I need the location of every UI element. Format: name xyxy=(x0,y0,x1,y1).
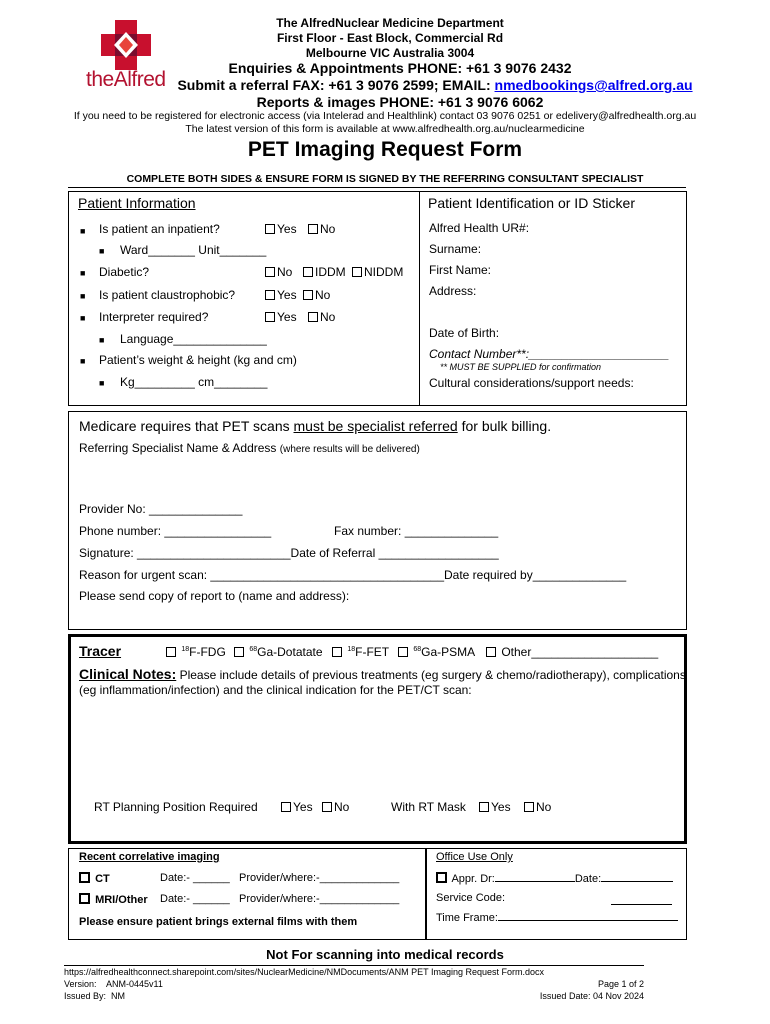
checkbox-icon[interactable] xyxy=(234,647,244,657)
registration-note: If you need to be registered for electronic access (via Intelerad and Healthlink) contact 03 9076 0251 or edelivery@alfredhealth.org.au xyxy=(73,110,697,122)
checkbox-icon[interactable] xyxy=(436,872,447,883)
subtitle-rule xyxy=(68,187,686,188)
checkbox-icon[interactable] xyxy=(303,290,313,300)
not-for-scanning: Not For scanning into medical records xyxy=(266,947,504,962)
tracer-psma-option[interactable]: $^{68}$Ga-PSMA xyxy=(398,645,475,659)
tracer-other-option[interactable]: Other___________________ xyxy=(486,645,658,659)
time-frame-field[interactable]: Time Frame: xyxy=(436,912,678,924)
mri-provider-field[interactable]: Provider/where:-_____________ xyxy=(239,893,400,905)
ct-option[interactable]: CT xyxy=(79,872,110,885)
checkbox-icon[interactable] xyxy=(352,267,362,277)
checkbox-icon[interactable] xyxy=(332,647,342,657)
copy-report-field[interactable]: Please send copy of report to (name and address): xyxy=(79,589,350,603)
page-number: Page 1 of 2 xyxy=(597,979,644,989)
diabetic-iddm-option[interactable]: IDDM xyxy=(303,265,346,279)
ur-field[interactable]: Alfred Health UR#: xyxy=(429,221,530,235)
referring-specialist-label: Referring Specialist Name & Address (where results will be delivered) xyxy=(79,441,420,455)
logo-text: theAlfred xyxy=(86,68,166,91)
bullet: ■ xyxy=(99,335,105,345)
inpatient-question: Is patient an inpatient? xyxy=(99,222,220,236)
interpreter-no-option[interactable]: No xyxy=(308,310,335,324)
checkbox-icon[interactable] xyxy=(79,872,90,883)
reports-phone: Reports & images PHONE: +61 3 9076 6062 xyxy=(256,94,544,110)
dob-field[interactable]: Date of Birth: xyxy=(429,326,500,340)
urgent-reason-field[interactable]: Reason for urgent scan: ___________________________________Date required by______________ xyxy=(79,568,627,582)
service-code-line xyxy=(611,904,672,905)
rt-mask-label: With RT Mask xyxy=(391,800,466,814)
checkbox-icon[interactable] xyxy=(166,647,176,657)
checkbox-icon[interactable] xyxy=(265,290,275,300)
checkbox-icon[interactable] xyxy=(398,647,408,657)
form-title: PET Imaging Request Form xyxy=(247,138,523,161)
service-code-field[interactable]: Service Code: xyxy=(436,892,506,904)
diabetic-niddm-option[interactable]: NIDDM xyxy=(352,265,403,279)
ward-unit-field[interactable]: Ward_______ Unit_______ xyxy=(120,243,267,257)
ct-date-field[interactable]: Date:- ______ xyxy=(160,872,230,884)
bullet: ■ xyxy=(80,313,86,323)
bullet: ■ xyxy=(80,268,86,278)
checkbox-icon[interactable] xyxy=(322,802,332,812)
correlative-heading: Recent correlative imaging xyxy=(79,851,220,863)
bullet: ■ xyxy=(99,246,105,256)
diabetic-question: Diabetic? xyxy=(99,265,150,279)
provider-number-field[interactable]: Provider No: ______________ xyxy=(79,502,243,516)
issued-by-label: Issued By: NM xyxy=(64,991,126,1001)
contact-number-field[interactable]: Contact Number**:_____________________ xyxy=(429,347,670,361)
bullet: ■ xyxy=(99,378,105,388)
checkbox-icon[interactable] xyxy=(308,312,318,322)
rt-planning-no-option[interactable]: No xyxy=(322,800,349,814)
tracer-label: Tracer xyxy=(79,643,122,659)
phone-number-field[interactable]: Phone number: ________________ xyxy=(79,524,272,538)
checkbox-icon[interactable] xyxy=(281,802,291,812)
claustrophobic-question: Is patient claustrophobic? xyxy=(99,288,236,302)
tracer-dotatate-option[interactable]: $^{68}$Ga-Dotatate xyxy=(234,645,323,659)
dept-address-1: First Floor - East Block, Commercial Rd xyxy=(276,31,504,45)
dept-address-2: Melbourne VIC Australia 3004 xyxy=(305,46,475,60)
rt-planning-label: RT Planning Position Required xyxy=(94,800,258,814)
interpreter-question: Interpreter required? xyxy=(99,310,209,324)
checkbox-icon[interactable] xyxy=(524,802,534,812)
fax-number-field[interactable]: Fax number: ______________ xyxy=(334,524,499,538)
cultural-field[interactable]: Cultural considerations/support needs: xyxy=(429,376,634,390)
checkbox-icon[interactable] xyxy=(303,267,313,277)
tracer-fet-option[interactable]: $^{18}$F-FET xyxy=(332,645,389,659)
clinical-notes-instruction: (eg inflammation/infection) and the clinical indication for the PET/CT scan: xyxy=(79,683,472,697)
claustrophobic-yes-option[interactable]: Yes xyxy=(265,288,297,302)
checkbox-icon[interactable] xyxy=(265,312,275,322)
tracer-fdg-option[interactable]: $^{18}$F-FDG xyxy=(166,645,226,659)
signature-date-field[interactable]: Signature: _______________________Date of Referral __________________ xyxy=(79,546,499,560)
dept-name: The AlfredNuclear Medicine Department xyxy=(276,16,504,30)
language-field[interactable]: Language______________ xyxy=(120,332,267,346)
rt-mask-no-option[interactable]: No xyxy=(524,800,551,814)
form-subtitle: COMPLETE BOTH SIDES & ENSURE FORM IS SIGNED BY THE REFERRING CONSULTANT SPECIALIST xyxy=(126,173,644,185)
surname-field[interactable]: Surname: xyxy=(429,242,482,256)
approving-dr-field[interactable]: Appr. Dr: Date: xyxy=(436,872,673,885)
checkbox-icon[interactable] xyxy=(486,647,496,657)
office-use-heading: Office Use Only xyxy=(436,851,513,863)
address-field[interactable]: Address: xyxy=(429,284,477,298)
diabetic-no-option[interactable]: No xyxy=(265,265,292,279)
rt-planning-yes-option[interactable]: Yes xyxy=(281,800,313,814)
latest-version-note: The latest version of this form is available at www.alfredhealth.org.au/nuclearmedicine xyxy=(185,123,585,135)
patient-info-heading: Patient Information xyxy=(78,195,196,211)
mri-date-field[interactable]: Date:- ______ xyxy=(160,893,230,905)
clinical-notes-area[interactable] xyxy=(79,700,669,792)
external-films-note: Please ensure patient brings external films with them xyxy=(79,916,358,928)
issued-date: Issued Date: 04 Nov 2024 xyxy=(539,991,644,1001)
checkbox-icon[interactable] xyxy=(308,224,318,234)
contact-required-note: ** MUST BE SUPPLIED for confirmation xyxy=(440,362,602,372)
referral-line: Submit a referral FAX: +61 3 9076 2599; EMAIL: nmedbookings@alfred.org.au xyxy=(177,77,693,93)
bullet: ■ xyxy=(80,226,86,236)
checkbox-icon[interactable] xyxy=(265,224,275,234)
bullet: ■ xyxy=(80,356,86,366)
checkbox-icon[interactable] xyxy=(79,893,90,904)
interpreter-yes-option[interactable]: Yes xyxy=(265,310,297,324)
footer-rule xyxy=(64,965,644,966)
ct-provider-field[interactable]: Provider/where:-_____________ xyxy=(239,872,400,884)
kg-cm-field[interactable]: Kg_________ cm________ xyxy=(120,375,268,389)
claustrophobic-no-option[interactable]: No xyxy=(303,288,330,302)
medicare-statement: Medicare requires that PET scans must be specialist referred for bulk billing. xyxy=(79,418,552,434)
weight-height-question: Patient’s weight & height (kg and cm) xyxy=(99,353,297,367)
referral-email-link[interactable]: nmedbookings@alfred.org.au xyxy=(494,77,693,93)
mri-option[interactable]: MRI/Other xyxy=(79,893,148,906)
patient-id-heading: Patient Identification or ID Sticker xyxy=(428,195,635,211)
document-url: https://alfredhealthconnect.sharepoint.com/sites/NuclearMedicine/NMDocuments/ANM PET Imaging Request Form.docx xyxy=(64,967,545,977)
enquiries-phone: Enquiries & Appointments PHONE: +61 3 9076 2432 xyxy=(228,60,572,76)
bullet: ■ xyxy=(80,291,86,301)
version-label: Version: ANM-0445v11 xyxy=(64,979,163,989)
clinical-notes-label: Clinical Notes: Please include details of previous treatments (eg surgery & chemo/radiotherapy), complications xyxy=(79,666,686,682)
rt-mask-yes-option[interactable]: Yes xyxy=(479,800,511,814)
inpatient-yes-option[interactable]: Yes xyxy=(265,222,297,236)
checkbox-icon[interactable] xyxy=(479,802,489,812)
checkbox-icon[interactable] xyxy=(265,267,275,277)
inpatient-no-option[interactable]: No xyxy=(308,222,335,236)
first-name-field[interactable]: First Name: xyxy=(429,263,492,277)
